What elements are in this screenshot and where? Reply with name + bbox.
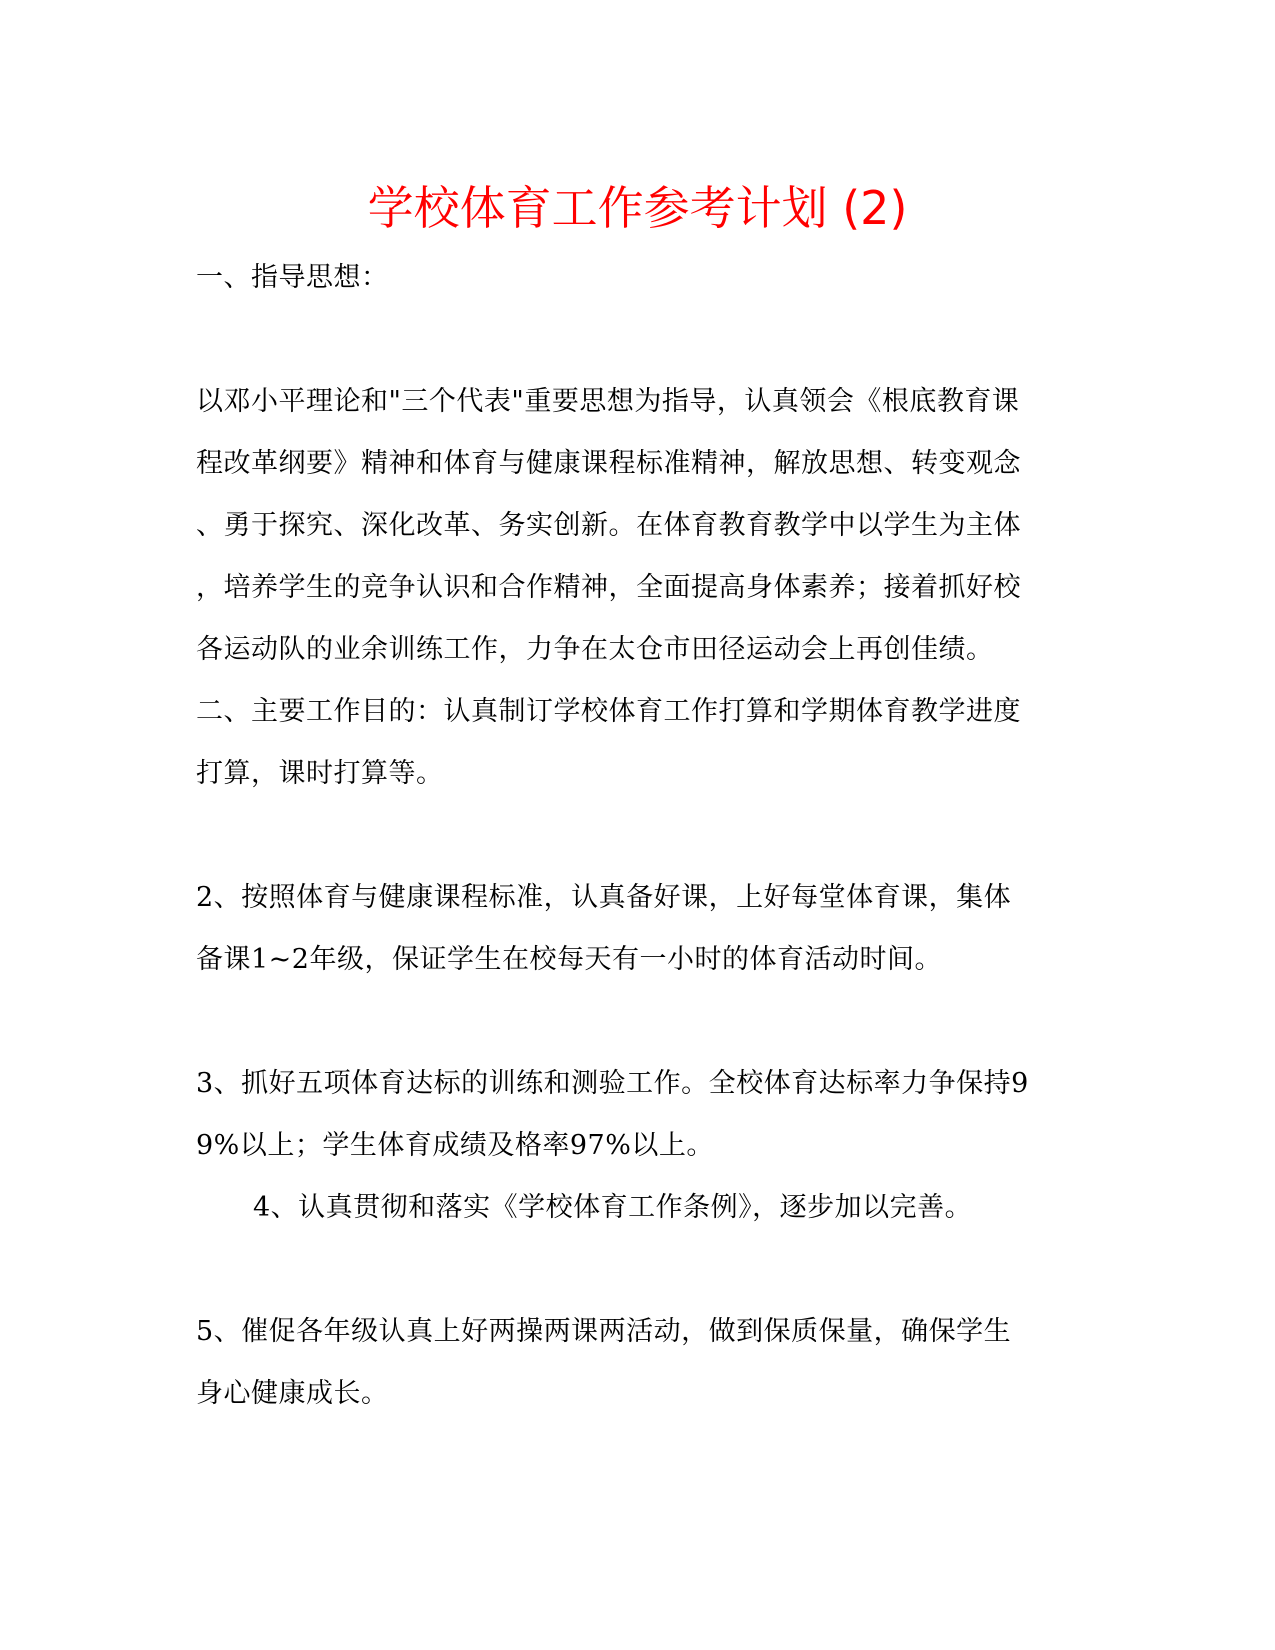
document-title: 学校体育工作参考计划 (2): [367, 181, 908, 235]
section-heading-main-goals: 二、主要工作目的：认真制订学校体育工作打算和学期体育教学进度: [196, 696, 1021, 727]
list-item-3-continued: 9%以上；学生体育成绩及格率97%以上。: [196, 1130, 714, 1161]
paragraph-line: 程改革纲要》精神和体育与健康课程标准精神，解放思想、转变观念: [196, 448, 1021, 479]
paragraph-line: 各运动队的业余训练工作，力争在太仓市田径运动会上再创佳绩。: [196, 634, 994, 665]
list-item-2-continued: 备课1~2年级，保证学生在校每天有一小时的体育活动时间。: [196, 944, 942, 975]
list-item-5: 5、催促各年级认真上好两操两课两活动，做到保质保量，确保学生: [196, 1316, 1012, 1347]
list-item-3: 3、抓好五项体育达标的训练和测验工作。全校体育达标率力争保持9: [196, 1068, 1029, 1099]
list-item-5-continued: 身心健康成长。: [196, 1378, 389, 1409]
list-item-4: 4、认真贯彻和落实《学校体育工作条例》，逐步加以完善。: [253, 1192, 973, 1223]
paragraph-line: 打算，课时打算等。: [196, 758, 444, 789]
paragraph-line: ，培养学生的竞争认识和合作精神，全面提高身体素养；接着抓好校: [196, 572, 1021, 603]
list-item-2: 2、按照体育与健康课程标准，认真备好课，上好每堂体育课，集体: [196, 882, 1012, 913]
paragraph-line: 、勇于探究、深化改革、务实创新。在体育教育教学中以学生为主体: [196, 510, 1021, 541]
paragraph-line: 以邓小平理论和"三个代表"重要思想为指导，认真领会《根底教育课: [196, 386, 1020, 417]
section-heading-guiding-thought: 一、指导思想：: [196, 262, 389, 293]
